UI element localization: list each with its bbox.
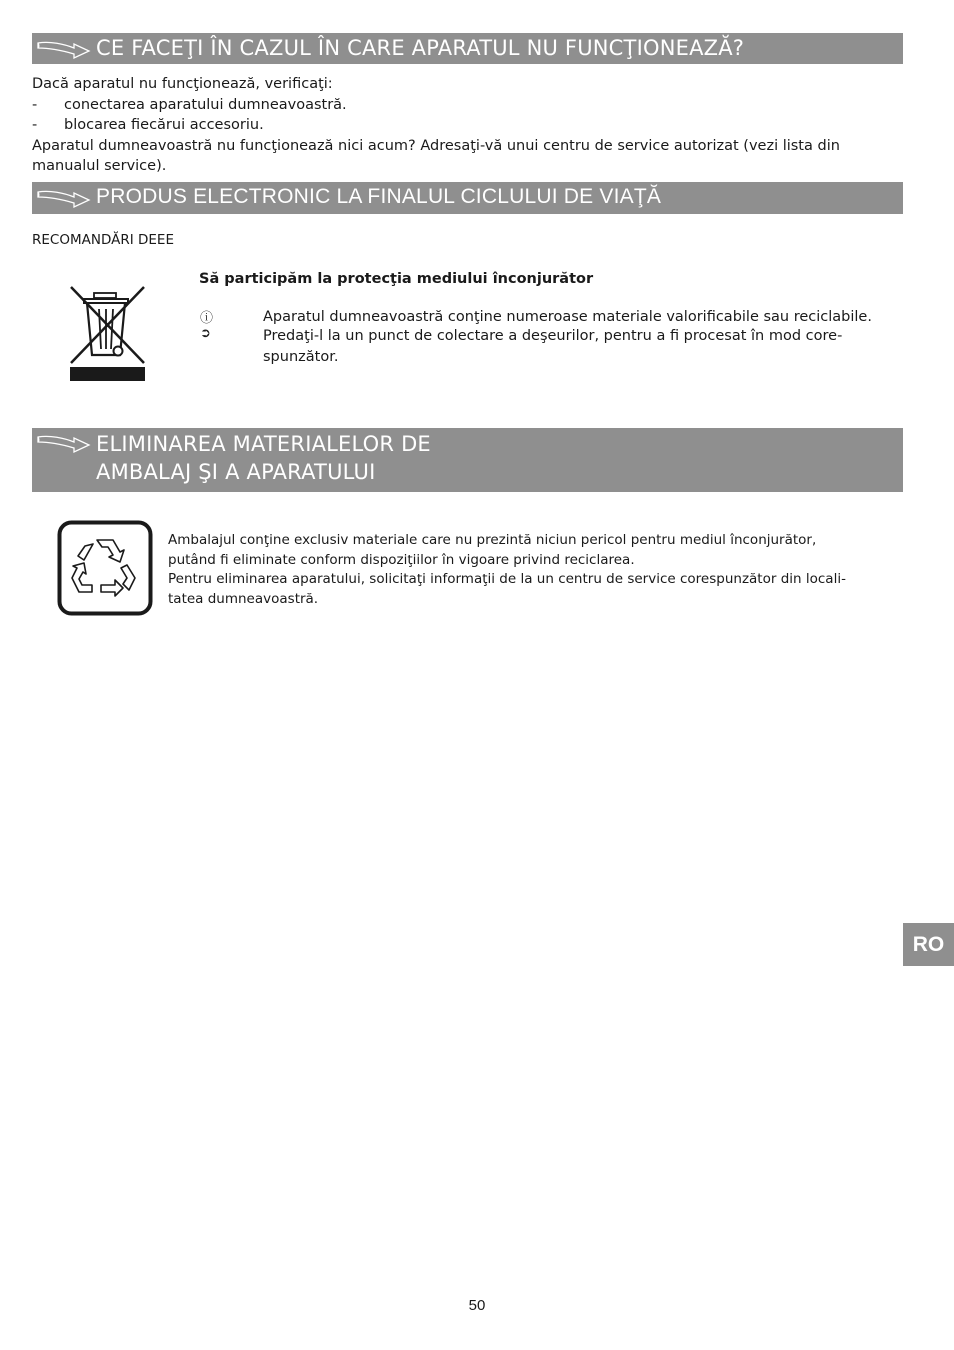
section-header-packaging-disposal [32, 428, 903, 492]
list-item: - conectarea aparatului dumneavoastră. [32, 96, 347, 113]
intro-text: Dacă aparatul nu funcţionează, verificaţi: [32, 76, 333, 92]
curved-arrow-icon [36, 432, 92, 454]
outro-text: Aparatul dumneavoastră nu funcţionează nici acum? Adresaţi-vă unui centru de service autorizat (vezi lista din [32, 137, 840, 154]
list-item: - blocarea fiecărui accesoriu. [32, 117, 264, 133]
troubleshooting-text [32, 74, 912, 177]
curved-arrow-icon [36, 38, 92, 60]
outro-text: manualul service). [32, 158, 167, 174]
crossed-out-wheelie-bin-icon [68, 285, 148, 383]
page-number: 50 [468, 1297, 486, 1314]
bullet-text: Predaţi-l la un punct de colectare a deşeurilor, pentru a fi procesat în mod core- spunzător. [263, 328, 843, 365]
info-icon: ⓘ [200, 311, 214, 326]
language-tab: RO [903, 923, 954, 966]
section-title: CE FACEŢI ÎN CAZUL ÎN CARE APARATUL NU FUNCŢIONEAZĂ? [96, 36, 745, 60]
section-title: PRODUS ELECTRONIC LA FINALUL CICLULUI DE VIAŢĂ [96, 185, 662, 208]
recycle-icon [57, 520, 153, 616]
section-header-end-of-life [32, 182, 903, 214]
arrow-bullet-icon: ➲ [200, 326, 211, 341]
curved-arrow-icon [36, 187, 92, 209]
section-title: ELIMINAREA MATERIALELOR DE AMBALAJ ŞI A APARATULUI [96, 432, 431, 484]
deee-label: RECOMANDĂRI DEEE [32, 232, 174, 248]
packaging-text: Ambalajul conţine exclusiv materiale care nu prezintă niciun pericol pentru mediul înconjurător, putând fi eliminate conform dispoziţiilor în vigoare privind reciclarea. Pentru eliminarea aparatului, solicitaţi informaţii de la un centru de service corespunzător din locali- tatea dumneavoastră. [168, 532, 846, 607]
bullet-text: Aparatul dumneavoastră conţine numeroase materiale valorificabile sau reciclabile. [263, 309, 872, 325]
environment-heading: Să participăm la protecţia mediului înconjurător [199, 271, 594, 287]
section-header-troubleshooting [32, 33, 903, 64]
